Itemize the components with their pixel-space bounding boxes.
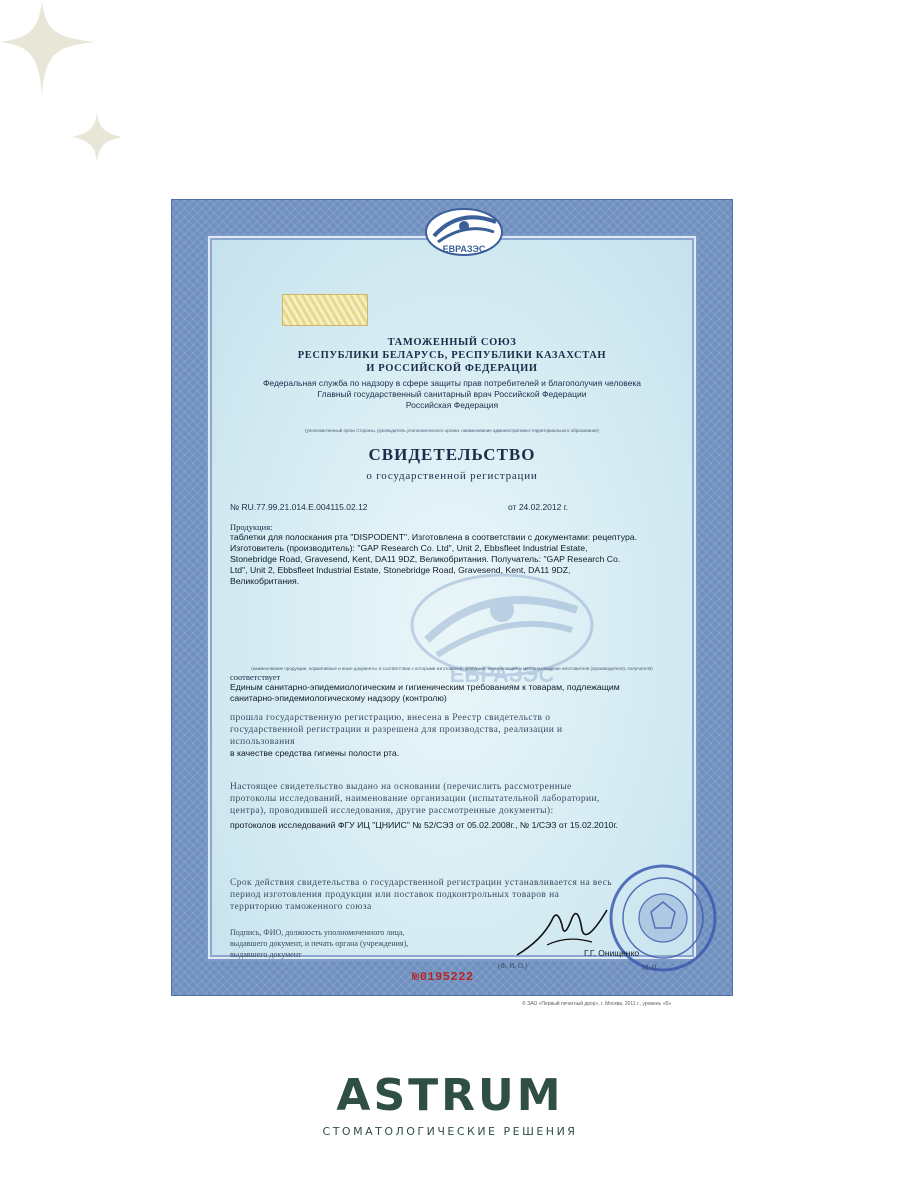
conforms-label: соответствует — [230, 672, 281, 682]
reg-number-value: RU.77.99.21.014.Е.004115.02.12 — [241, 502, 368, 512]
validity-line-1: Срок действия свидетельства о государственной регистрации устанавливается на весь — [230, 878, 612, 888]
product-line-4: Ltd", Unit 2, Ebbsfleet Industrial Estate, Stonebridge Road, Gravesend, Kent, DA11 9DZ, — [230, 565, 571, 575]
certificate-subtitle: о государственной регистрации — [366, 470, 538, 482]
product-label: Продукция: — [230, 522, 273, 532]
union-line-2: РЕСПУБЛИКИ БЕЛАРУСЬ, РЕСПУБЛИКИ КАЗАХСТАН — [297, 350, 607, 361]
stamp-caption: М. П. — [642, 964, 659, 972]
date-prefix: от — [508, 502, 517, 512]
large-sparkle-icon — [0, 0, 100, 100]
product-line-5: Великобритания. — [230, 576, 300, 586]
product-line-2: Изготовитель (производитель): "GAP Research Co. Ltd", Unit 2, Ebbsfleet Industrial Estate, — [230, 543, 588, 553]
validity-line-3: территорию таможенного союза — [230, 902, 372, 912]
hologram-sticker — [282, 294, 368, 326]
certificate-paper — [212, 240, 692, 984]
usage-text: в качестве средства гигиены полости рта. — [230, 748, 400, 758]
signer-caption: (Ф. И. О.) — [498, 962, 528, 970]
basis-line-1: Настоящее свидетельство выдано на основании (перечислить рассмотренные — [230, 782, 572, 792]
emblem-label: ЕВРАЗЭС — [442, 244, 486, 254]
signer-name: Г.Г. Онищенко — [584, 948, 640, 958]
small-sparkle-icon — [72, 112, 122, 162]
signatory-line-2: выдавшего документ, и печать органа (учреждения), — [230, 939, 409, 948]
date-value: 24.02.2012 г. — [518, 502, 569, 512]
eurasec-watermark-icon — [407, 570, 597, 690]
validity-line-2: период изготовления продукции или поставок подконтрольных товаров на — [230, 890, 560, 900]
authority-line-1: Федеральная служба по надзору в сфере защиты прав потребителей и благополучия человека — [262, 378, 642, 388]
registration-number — [230, 502, 368, 514]
passed-line-1: прошла государственную регистрацию, внесена в Реестр свидетельств о — [230, 713, 551, 723]
registration-date — [508, 502, 568, 514]
authority-line-2: Главный государственный санитарный врач Российской Федерации — [317, 389, 587, 399]
registration-certificate — [172, 200, 732, 995]
product-caption: (наименование продукции, нормативные и иные документы, в соответствии с которыми изготовлена продукция, наименование и местонахождение изготовителя (производителя), получателя) — [251, 666, 653, 671]
product-line-3: Stonebridge Road, Gravesend, Kent, DA11 9DZ, Великобритания. Получатель: "GAP Research Co. — [230, 554, 621, 564]
brand-tagline: СТОМАТОЛОГИЧЕСКИЕ РЕШЕНИЯ — [322, 1125, 578, 1138]
signatory-line-1: Подпись, ФИО, должность уполномоченного лица, — [230, 928, 405, 937]
brand-block — [0, 1070, 900, 1138]
product-line-1: таблетки для полоскания рта "DISPODENT". Изготовлена в соответствии с документами: рецептура. — [230, 532, 638, 542]
passed-line-3: использования — [230, 737, 295, 747]
serial-number: №0195222 — [412, 970, 474, 984]
brand-logo: ASTRUM — [336, 1070, 564, 1121]
eurasec-emblem-icon — [424, 208, 504, 258]
reg-prefix: № — [230, 502, 240, 512]
basis-line-2: протоколы исследований, наименование организации (испытательной лаборатории, — [230, 794, 600, 804]
printer-note: © ЗАО «Первый печатный двор», г. Москва, 2011 г., уровень «Б» — [522, 1001, 672, 1007]
authority-line-3: Российская Федерация — [405, 400, 499, 410]
union-line-3: И РОССИЙСКОЙ ФЕДЕРАЦИИ — [366, 363, 538, 374]
basis-line-3: центра), проводившей исследования, другие рассмотренные документы): — [230, 806, 554, 816]
watermark-label: ЕВРАЗЭС — [449, 662, 555, 687]
certificate-title: СВИДЕТЕЛЬСТВО — [368, 445, 536, 464]
authority-caption: (уполномоченный орган Стороны, руководитель уполномоченного органа, наименование административно-территориального образования) — [304, 428, 600, 433]
protocols-text: протоколов исследований ФГУ ИЦ "ЦНИИС" № 52/СЭЗ от 05.02.2008г., № 1/СЭЗ от 15.02.2010г. — [230, 820, 618, 830]
conforms-line-1: Единым санитарно-эпидемиологическим и гигиеническим требованиям к товарам, подлежащим — [230, 682, 620, 692]
signatory-line-3: выдавшего документ — [230, 950, 302, 959]
conforms-line-2: санитарно-эпидемиологическому надзору (контролю) — [230, 693, 447, 703]
passed-line-2: государственной регистрации и разрешена для производства, реализации и — [230, 725, 563, 735]
union-line-1: ТАМОЖЕННЫЙ СОЮЗ — [387, 337, 517, 348]
